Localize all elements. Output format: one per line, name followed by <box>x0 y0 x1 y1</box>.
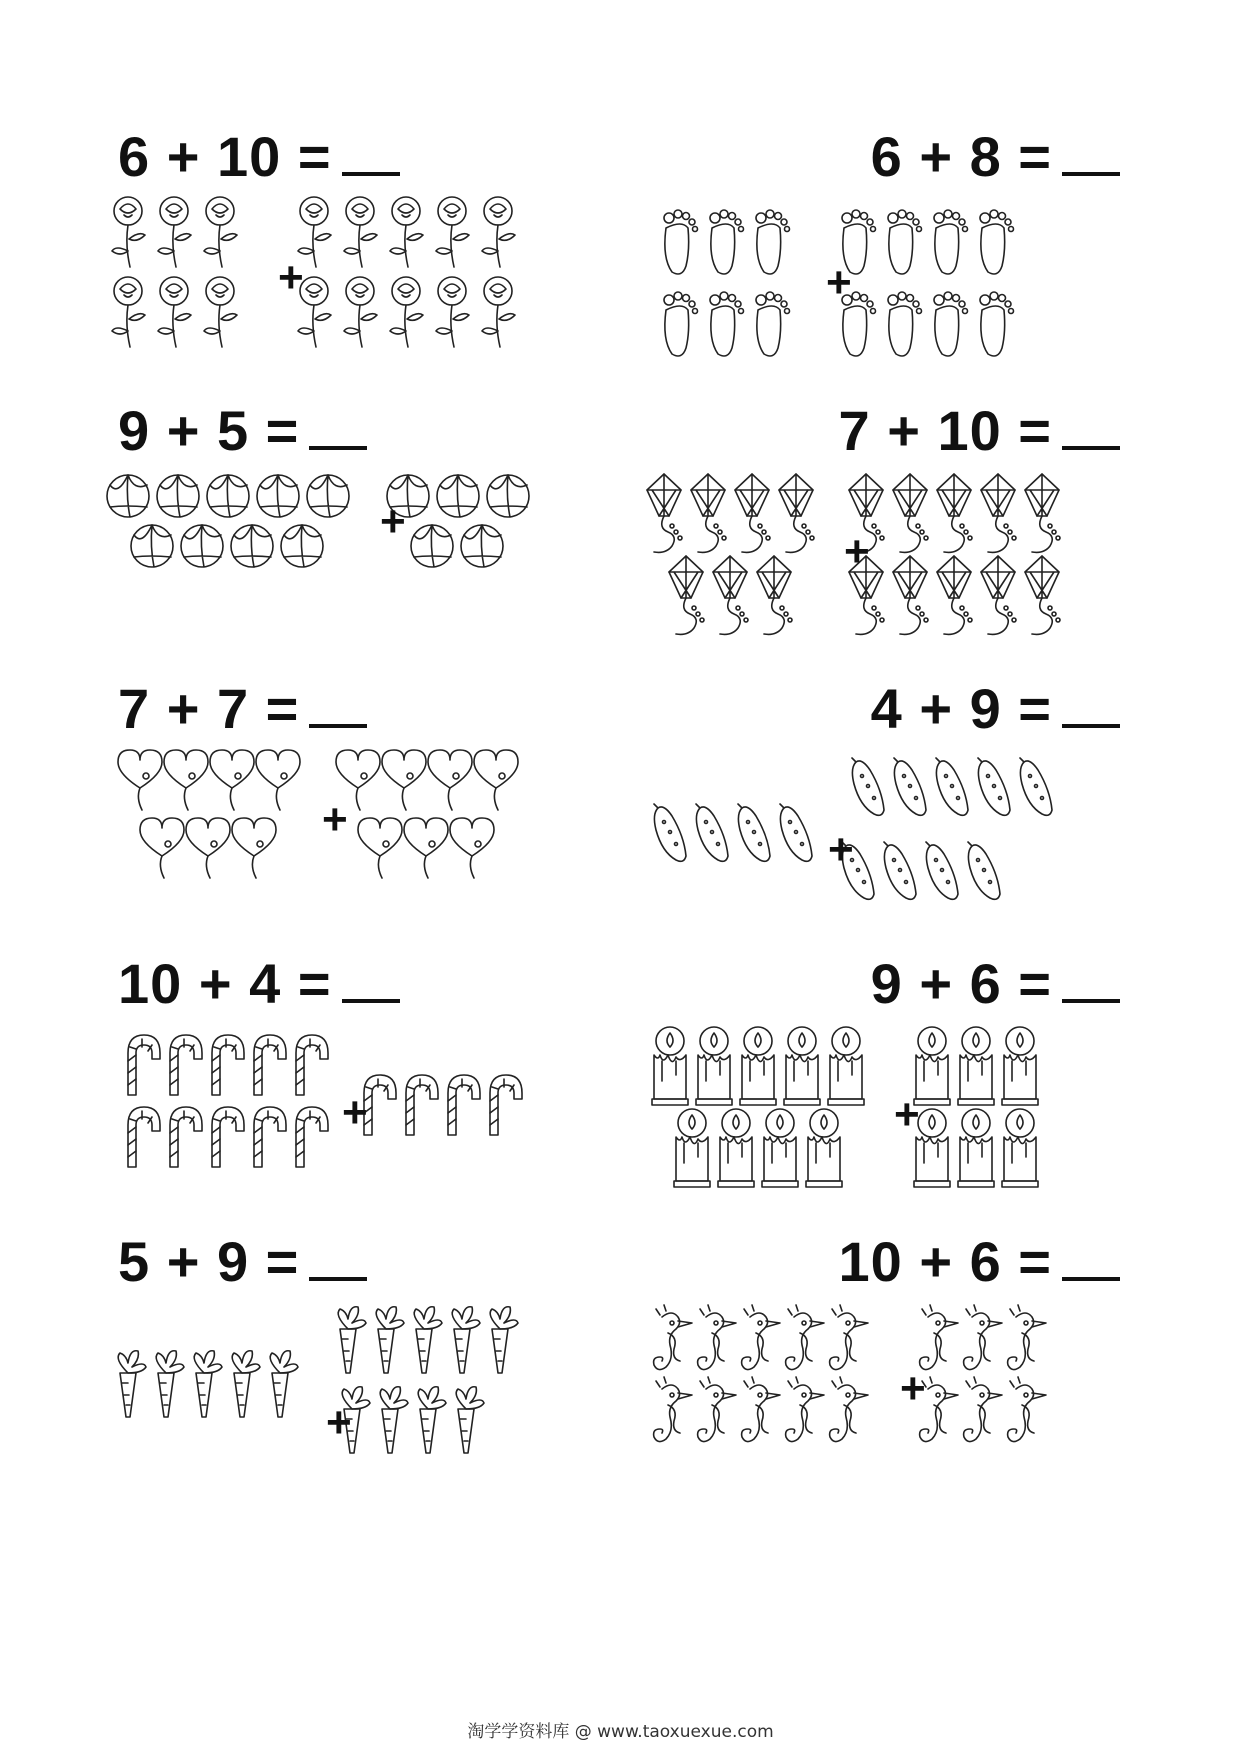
cucumber-icon <box>978 758 1010 815</box>
heart-balloon-icon <box>256 750 300 810</box>
candy-cane-icon <box>128 1035 160 1095</box>
candle-icon <box>762 1109 798 1187</box>
equation-text: 7 + 7 = <box>118 677 300 740</box>
foot-icon <box>664 292 698 356</box>
seahorse-icon <box>786 1305 824 1370</box>
cucumber-icon <box>884 842 916 899</box>
candy-cane-icon <box>448 1075 480 1135</box>
heart-balloon-icon <box>428 750 472 810</box>
candy-cane-icon <box>128 1107 160 1167</box>
beach-ball-icon <box>257 475 299 517</box>
candy-cane-icon <box>364 1075 396 1135</box>
picture-group <box>118 1303 638 1503</box>
kite-icon <box>735 474 770 552</box>
beach-ball-icon <box>207 475 249 517</box>
problem-9 <box>118 1230 638 1447</box>
seahorse-icon <box>964 1377 1002 1442</box>
kite-icon <box>981 556 1016 634</box>
answer-blank[interactable] <box>309 1233 367 1281</box>
carrot-icon <box>270 1351 298 1417</box>
beach-ball-group-svg <box>118 472 538 642</box>
candle-icon <box>1002 1027 1038 1105</box>
equation <box>118 125 638 188</box>
plus-sign: + <box>894 1090 920 1139</box>
rose-icon <box>112 277 145 347</box>
seahorse-icon <box>742 1377 780 1442</box>
rose-icon <box>158 277 191 347</box>
kite-icon <box>713 556 748 634</box>
cucumber-icon <box>1020 758 1052 815</box>
rose-icon <box>204 277 237 347</box>
rose-icon <box>112 197 145 267</box>
carrot-icon <box>232 1351 260 1417</box>
equation <box>656 952 1120 1015</box>
rose-icon <box>482 277 515 347</box>
kite-icon <box>937 556 972 634</box>
rose-icon <box>482 197 515 267</box>
plus-sign: + <box>844 527 870 576</box>
picture-group <box>118 750 638 950</box>
picture-group <box>656 750 1176 950</box>
equation <box>118 677 638 740</box>
heart-balloon-icon <box>164 750 208 810</box>
candle-group-svg <box>656 1025 1076 1205</box>
foot-icon <box>664 210 698 274</box>
picture-group <box>656 198 1176 398</box>
heart-balloon-icon <box>186 818 230 878</box>
foot-icon <box>756 210 790 274</box>
kite-icon <box>779 474 814 552</box>
foot-group-svg <box>656 198 1076 368</box>
equation <box>656 677 1120 740</box>
cucumber-icon <box>852 758 884 815</box>
problem-3 <box>118 399 638 546</box>
candy-cane-icon <box>406 1075 438 1135</box>
seahorse-icon <box>698 1377 736 1442</box>
kite-icon <box>937 474 972 552</box>
rose-icon <box>390 277 423 347</box>
problem-10 <box>656 1230 1176 1413</box>
picture-group <box>118 198 638 398</box>
foot-icon <box>888 292 922 356</box>
candle-icon <box>828 1027 864 1105</box>
seahorse-icon <box>698 1305 736 1370</box>
candle-icon <box>652 1027 688 1105</box>
candle-icon <box>718 1109 754 1187</box>
kite-icon <box>893 556 928 634</box>
beach-ball-icon <box>131 525 173 567</box>
equation <box>656 125 1120 188</box>
problem-6 <box>656 677 1176 874</box>
picture-group <box>656 1025 1176 1225</box>
cucumber-icon <box>968 842 1000 899</box>
plus-sign: + <box>322 795 348 844</box>
carrot-icon <box>456 1387 484 1453</box>
seahorse-icon <box>654 1305 692 1370</box>
cucumber-icon <box>780 804 812 861</box>
beach-ball-icon <box>181 525 223 567</box>
rose-icon <box>390 197 423 267</box>
picture-group <box>656 1303 1176 1503</box>
problem-7 <box>118 952 638 1137</box>
cucumber-icon <box>894 758 926 815</box>
equation <box>118 399 638 462</box>
heart-balloon-icon <box>450 818 494 878</box>
kite-icon <box>647 474 682 552</box>
answer-blank[interactable] <box>309 680 367 728</box>
equation-text: 6 + 8 = <box>870 125 1052 188</box>
seahorse-icon <box>830 1305 868 1370</box>
equation-text: 9 + 5 = <box>118 399 300 462</box>
seahorse-icon <box>830 1377 868 1442</box>
picture-group <box>118 472 638 672</box>
plus-sign: + <box>826 258 852 307</box>
answer-blank[interactable] <box>1062 680 1120 728</box>
picture-group <box>118 1025 638 1225</box>
carrot-icon <box>418 1387 446 1453</box>
kite-icon <box>893 474 928 552</box>
candle-icon <box>696 1027 732 1105</box>
cucumber-group-svg <box>656 750 1076 930</box>
candle-icon <box>958 1027 994 1105</box>
equation <box>656 399 1120 462</box>
footer-watermark: 淘学学资料库 @ www.taoxuexue.com <box>467 1722 774 1742</box>
rose-icon <box>436 197 469 267</box>
beach-ball-icon <box>437 475 479 517</box>
kite-icon <box>981 474 1016 552</box>
candy-cane-icon <box>212 1107 244 1167</box>
foot-icon <box>980 292 1014 356</box>
foot-icon <box>934 292 968 356</box>
foot-icon <box>980 210 1014 274</box>
heart-balloon-icon <box>404 818 448 878</box>
seahorse-icon <box>1008 1305 1046 1370</box>
plus-sign: + <box>380 497 406 546</box>
cucumber-icon <box>696 804 728 861</box>
rose-icon <box>344 197 377 267</box>
candy-cane-icon <box>170 1107 202 1167</box>
beach-ball-icon <box>157 475 199 517</box>
candy-cane-icon <box>296 1107 328 1167</box>
candle-icon <box>740 1027 776 1105</box>
rose-icon <box>204 197 237 267</box>
candy-cane-icon <box>490 1075 522 1135</box>
beach-ball-icon <box>107 475 149 517</box>
seahorse-icon <box>786 1377 824 1442</box>
seahorse-icon <box>654 1377 692 1442</box>
heart-balloon-icon <box>474 750 518 810</box>
picture-group <box>656 472 1176 672</box>
heart-balloon-icon <box>140 818 184 878</box>
carrot-group-svg <box>118 1303 538 1483</box>
rose-icon <box>344 277 377 347</box>
kite-icon <box>669 556 704 634</box>
beach-ball-icon <box>487 475 529 517</box>
beach-ball-icon <box>231 525 273 567</box>
cucumber-icon <box>738 804 770 861</box>
seahorse-icon <box>964 1305 1002 1370</box>
beach-ball-icon <box>461 525 503 567</box>
carrot-icon <box>380 1387 408 1453</box>
equation-text: 10 + 4 = <box>118 952 332 1015</box>
plus-sign: + <box>326 1398 352 1447</box>
heart-balloon-icon <box>118 750 162 810</box>
candle-icon <box>806 1109 842 1187</box>
heart-balloon-icon <box>382 750 426 810</box>
candle-icon <box>784 1027 820 1105</box>
seahorse-icon <box>1008 1377 1046 1442</box>
carrot-icon <box>338 1307 366 1373</box>
carrot-icon <box>156 1351 184 1417</box>
carrot-icon <box>490 1307 518 1373</box>
heart-balloon-icon <box>232 818 276 878</box>
equation <box>656 1230 1120 1293</box>
candy-cane-icon <box>212 1035 244 1095</box>
carrot-icon <box>376 1307 404 1373</box>
problem-1 <box>118 125 638 302</box>
seahorse-icon <box>742 1305 780 1370</box>
candy-cane-group-svg <box>118 1025 538 1195</box>
plus-sign: + <box>342 1088 368 1137</box>
kite-icon <box>691 474 726 552</box>
heart-balloon-icon <box>358 818 402 878</box>
answer-blank[interactable] <box>342 128 400 176</box>
answer-blank[interactable] <box>1062 1233 1120 1281</box>
carrot-icon <box>452 1307 480 1373</box>
answer-blank[interactable] <box>342 955 400 1003</box>
answer-blank[interactable] <box>1062 955 1120 1003</box>
seahorse-icon <box>920 1305 958 1370</box>
carrot-icon <box>118 1351 146 1417</box>
answer-blank[interactable] <box>309 402 367 450</box>
candle-icon <box>958 1109 994 1187</box>
answer-blank[interactable] <box>1062 128 1120 176</box>
plus-sign: + <box>900 1364 926 1413</box>
candle-icon <box>1002 1109 1038 1187</box>
equation-text: 6 + 10 = <box>118 125 332 188</box>
carrot-icon <box>194 1351 222 1417</box>
cucumber-icon <box>654 804 686 861</box>
problem-4 <box>656 399 1176 576</box>
equation-text: 5 + 9 = <box>118 1230 300 1293</box>
plus-sign: + <box>828 825 854 874</box>
problem-5 <box>118 677 638 844</box>
candle-icon <box>674 1109 710 1187</box>
kite-icon <box>757 556 792 634</box>
kite-group-svg <box>656 472 1076 652</box>
beach-ball-icon <box>307 475 349 517</box>
candy-cane-icon <box>170 1035 202 1095</box>
candy-cane-icon <box>296 1035 328 1095</box>
cucumber-icon <box>936 758 968 815</box>
heart-balloon-group-svg <box>118 750 538 920</box>
rose-icon <box>436 277 469 347</box>
problem-8 <box>656 952 1176 1139</box>
foot-icon <box>710 210 744 274</box>
answer-blank[interactable] <box>1062 402 1120 450</box>
kite-icon <box>1025 474 1060 552</box>
problem-2 <box>656 125 1176 307</box>
equation <box>118 952 638 1015</box>
kite-icon <box>1025 556 1060 634</box>
rose-group-svg <box>118 198 538 368</box>
seahorse-group-svg <box>656 1303 1076 1473</box>
foot-icon <box>934 210 968 274</box>
candy-cane-icon <box>254 1107 286 1167</box>
beach-ball-icon <box>411 525 453 567</box>
carrot-icon <box>414 1307 442 1373</box>
cucumber-icon <box>926 842 958 899</box>
equation-text: 10 + 6 = <box>838 1230 1052 1293</box>
equation-text: 7 + 10 = <box>838 399 1052 462</box>
candy-cane-icon <box>254 1035 286 1095</box>
foot-icon <box>888 210 922 274</box>
foot-icon <box>710 292 744 356</box>
equation-text: 9 + 6 = <box>870 952 1052 1015</box>
heart-balloon-icon <box>210 750 254 810</box>
equation <box>118 1230 638 1293</box>
foot-icon <box>756 292 790 356</box>
rose-icon <box>158 197 191 267</box>
equation-text: 4 + 9 = <box>870 677 1052 740</box>
plus-sign: + <box>278 253 304 302</box>
beach-ball-icon <box>281 525 323 567</box>
